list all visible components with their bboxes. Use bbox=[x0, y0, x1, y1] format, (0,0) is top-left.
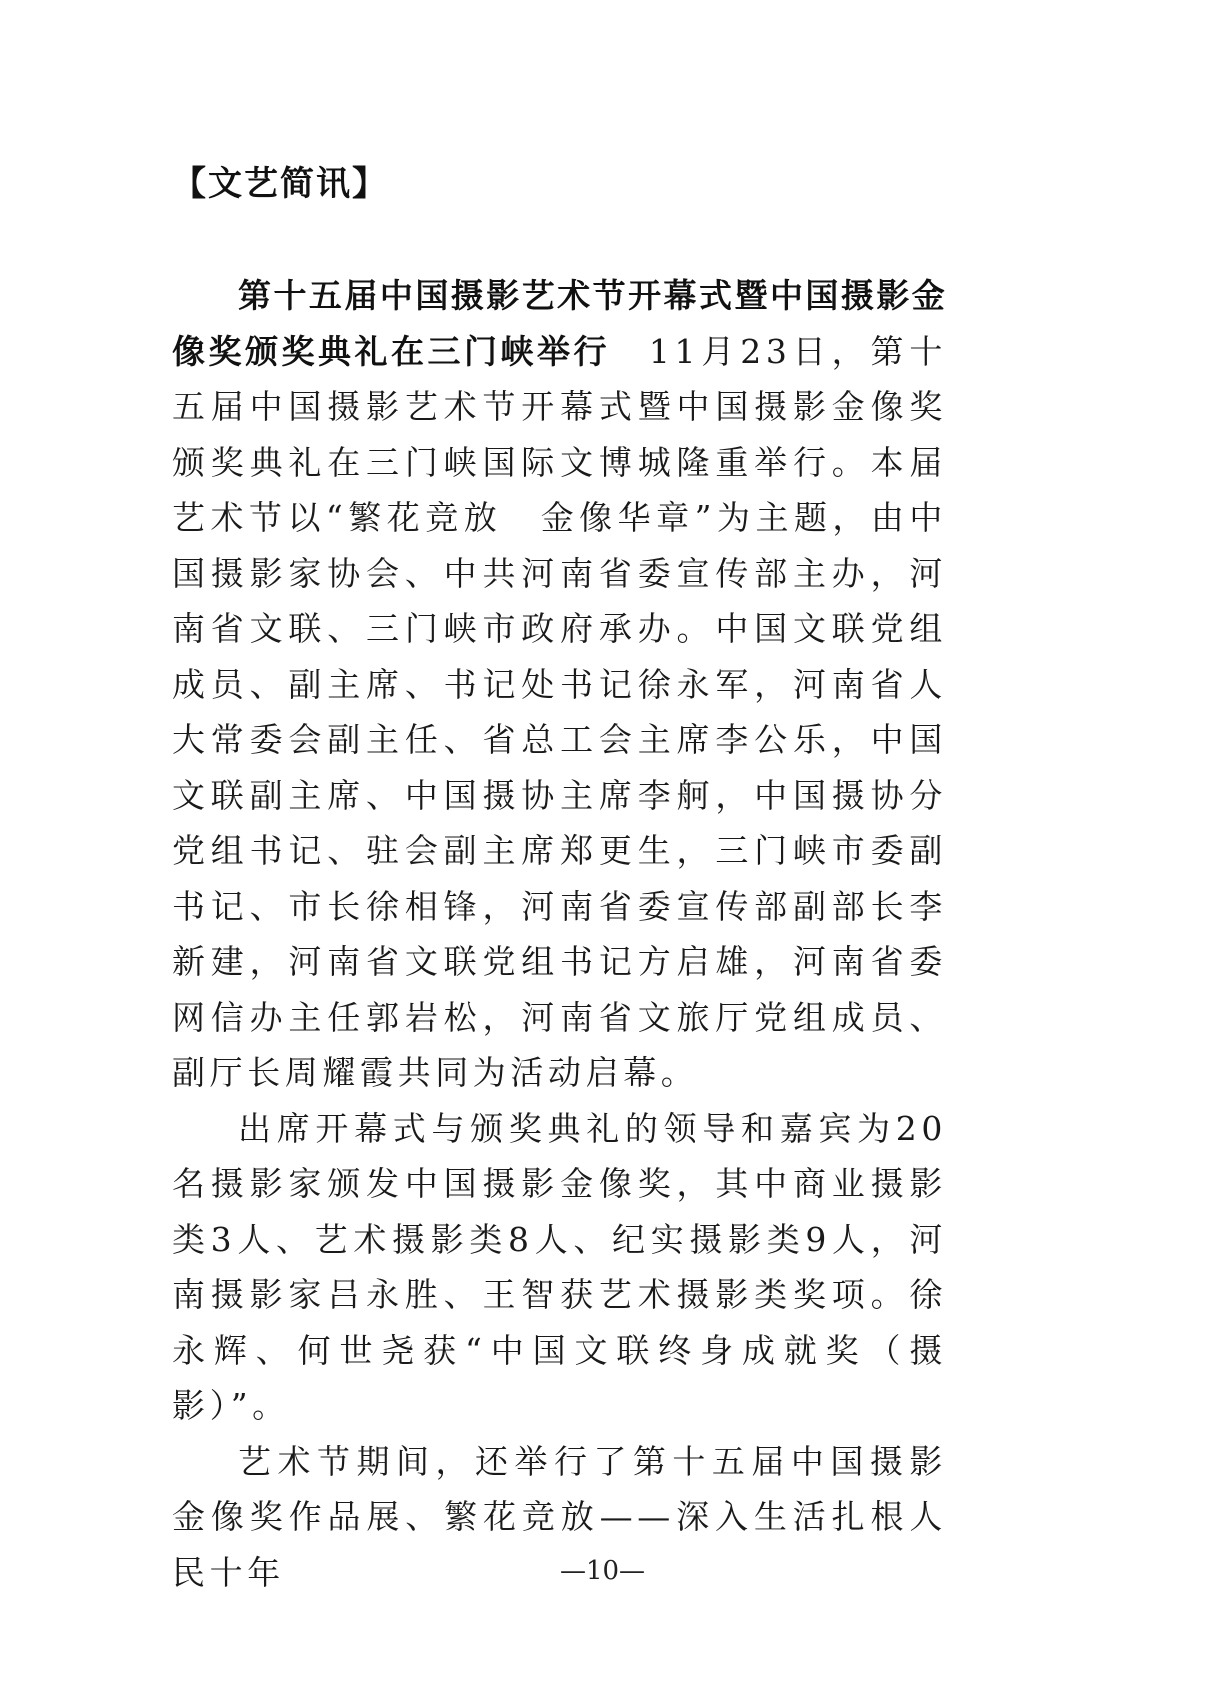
paragraph-text: 11月23日，第十五届中国摄影艺术节开幕式暨中国摄影金像奖颁奖典礼在三门峡国际文博城隆重举行。本届艺术节以“繁花竞放 金像华章”为主题，由中国摄影家协会、中共河南省委宣传部主办，河南省文联、三门峡市政府承办。中国文联党组成员、副主席、书记处书记徐永军，河南省人大常委会副主任、省总工会主席李公乐，中国文联副主席、中国摄协主席李舸，中国摄协分党组书记、驻会副主席郑更生，三门峡市委副书记、市长徐相锋，河南省委宣传部副部长李新建，河南省文联党组书记方启雄，河南省委网信办主任郭岩松，河南省文旅厅党组成员、副厅长周耀霞共同为活动启幕。 bbox=[172, 331, 948, 1092]
article-paragraph-1 bbox=[172, 268, 947, 1101]
page-number: —10— bbox=[559, 1556, 646, 1586]
section-header: 【文艺简讯】 bbox=[172, 164, 388, 204]
paragraph-text: 艺术节期间，还举行了第十五届中国摄影金像奖作品展、繁花竞放——深入生活扎根人民十年 bbox=[172, 1441, 947, 1592]
article-body bbox=[172, 268, 947, 1600]
article-paragraph-2 bbox=[172, 1101, 947, 1434]
article-headline: 第十五届中国摄影艺术节开幕式暨中国摄影金像奖颁奖典礼在三门峡举行 bbox=[172, 276, 947, 371]
paragraph-text: 出席开幕式与颁奖典礼的领导和嘉宾为20名摄影家颁发中国摄影金像奖，其中商业摄影类3人、艺术摄影类8人、纪实摄影类9人，河南摄影家吕永胜、王智获艺术摄影类奖项。徐永辉、何世尧获“中国文联终身成就奖（摄影）”。 bbox=[172, 1108, 947, 1425]
